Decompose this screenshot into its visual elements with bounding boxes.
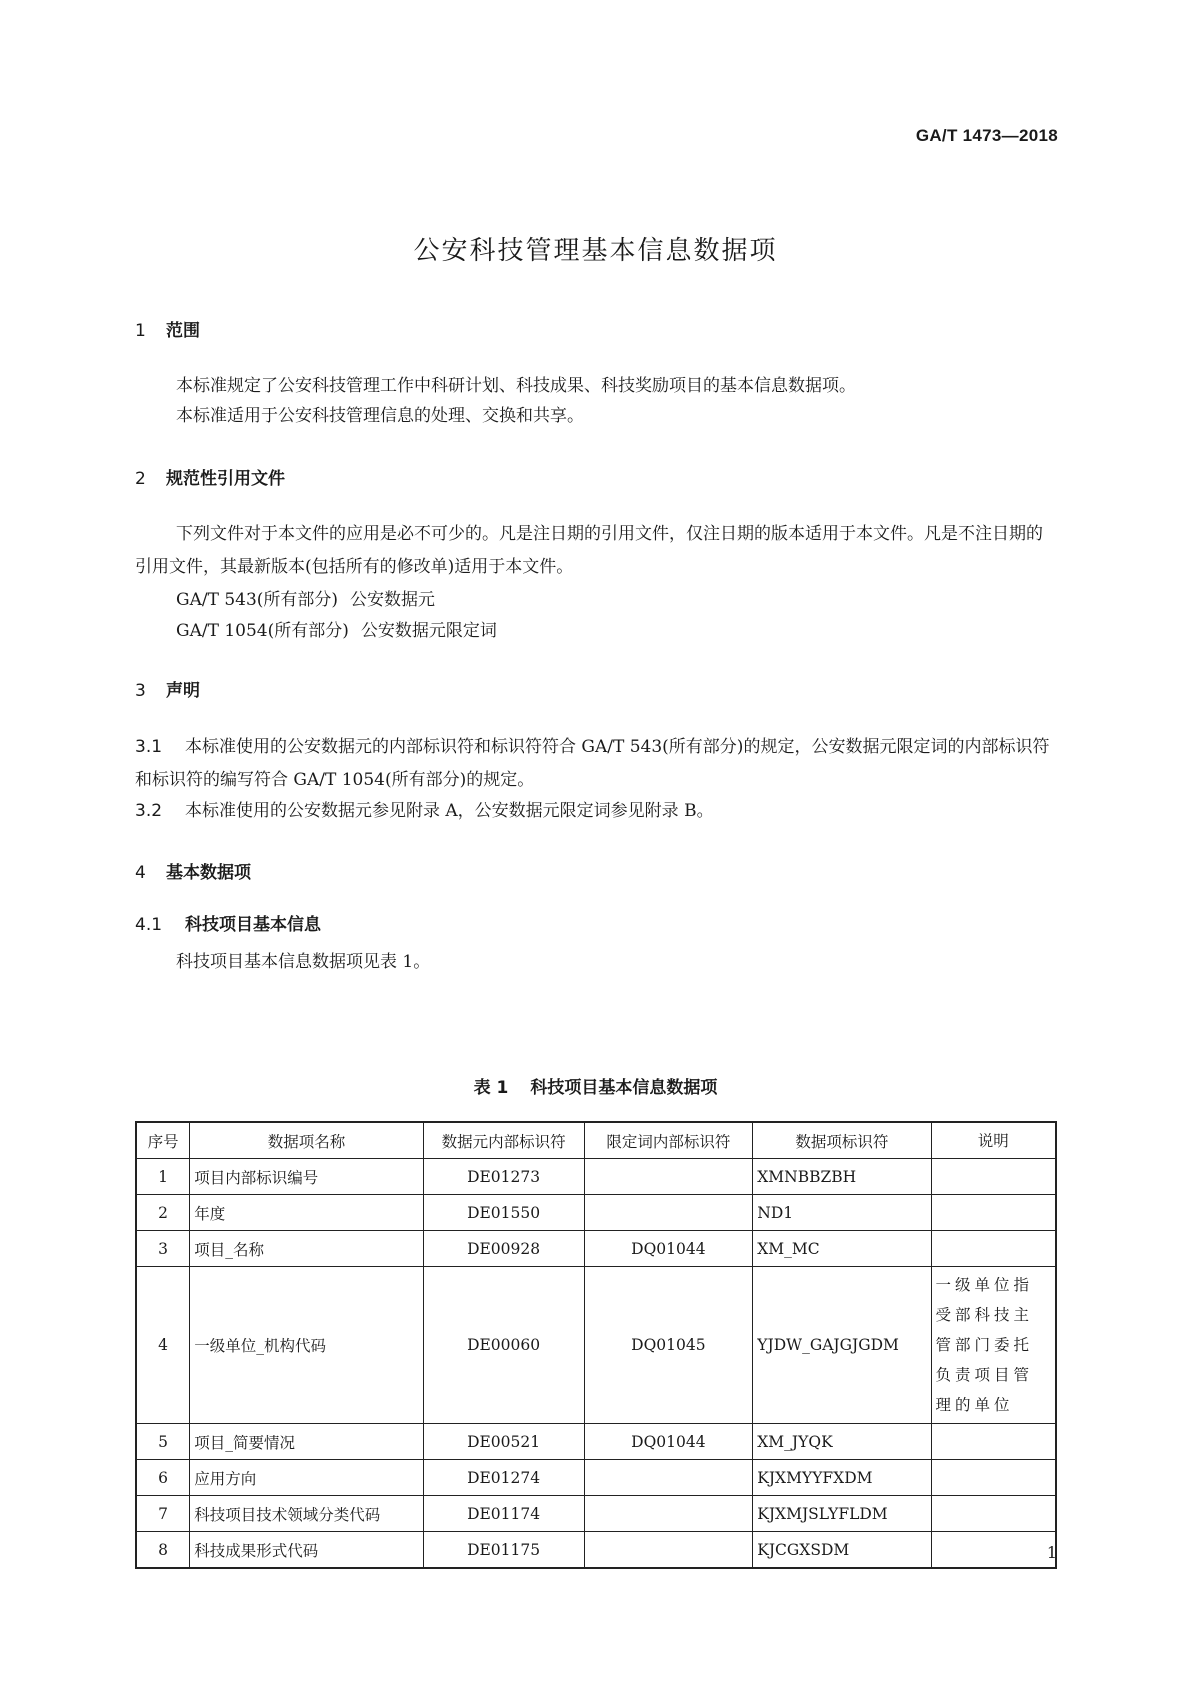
cell-name: 科技项目技术领域分类代码	[190, 1496, 423, 1532]
cell-seq: 4	[136, 1267, 190, 1424]
cell-de-id: DE00521	[423, 1424, 584, 1460]
table-row	[136, 1159, 1056, 1195]
cell-de-id: DE00928	[423, 1231, 584, 1267]
header-cell-name: 数据项名称	[190, 1122, 423, 1159]
standard-code: GA/T 1473—2018	[915, 126, 1058, 145]
subsection-4-1-heading	[135, 910, 321, 935]
table-row	[136, 1267, 1056, 1424]
table-row	[136, 1460, 1056, 1496]
reference-title: 公安数据元	[350, 590, 436, 610]
section-number: 4	[135, 863, 146, 883]
section-title: 声明	[166, 681, 200, 701]
reference-code: GA/T 1054(所有部分)	[176, 621, 349, 641]
paragraph-text: 本标准规定了公安科技管理工作中科研计划、科技成果、科技奖励项目的基本信息数据项。	[176, 376, 856, 396]
clause-number: 3.2	[135, 801, 163, 821]
cell-seq: 2	[136, 1195, 190, 1231]
cell-seq: 1	[136, 1159, 190, 1195]
cell-dq-id	[584, 1195, 753, 1231]
table-caption	[0, 1073, 1191, 1098]
section-number: 1	[135, 321, 146, 341]
cell-item-id: XMNBBZBH	[753, 1159, 931, 1195]
cell-de-id: DE00060	[423, 1267, 584, 1424]
cell-note	[931, 1195, 1056, 1231]
cell-de-id: DE01175	[423, 1532, 584, 1569]
cell-note	[931, 1532, 1056, 1569]
clause-text: 本标准使用的公安数据元的内部标识符和标识符符合 GA/T 543(所有部分)的规定，公安数据元限定词的内部标识符和标识符的编写符合 GA/T 1054(所有部分)的规定。	[135, 737, 1050, 790]
normative-reference-2	[176, 616, 497, 641]
cell-item-id: ND1	[753, 1195, 931, 1231]
normative-reference-1	[176, 585, 435, 610]
section-2-paragraph-1	[135, 518, 1057, 584]
cell-dq-id	[584, 1159, 753, 1195]
cell-name: 一级单位_机构代码	[190, 1267, 423, 1424]
cell-item-id: XM_MC	[753, 1231, 931, 1267]
table-caption-title: 科技项目基本信息数据项	[530, 1078, 718, 1098]
header-cell-note: 说明	[931, 1122, 1056, 1159]
document-title: 公安科技管理基本信息数据项	[413, 236, 778, 266]
cell-note	[931, 1231, 1056, 1267]
section-title: 规范性引用文件	[166, 469, 285, 489]
table-row	[136, 1195, 1056, 1231]
table-row	[136, 1532, 1056, 1569]
cell-dq-id	[584, 1532, 753, 1569]
table-header-row	[136, 1122, 1056, 1159]
cell-name: 科技成果形式代码	[190, 1532, 423, 1569]
cell-seq: 5	[136, 1424, 190, 1460]
cell-dq-id	[584, 1460, 753, 1496]
section-1-paragraph-2	[135, 400, 1057, 433]
reference-code: GA/T 543(所有部分)	[176, 590, 339, 610]
page-number: 1	[1046, 1543, 1057, 1562]
cell-note	[931, 1496, 1056, 1532]
cell-de-id: DE01273	[423, 1159, 584, 1195]
cell-dq-id: DQ01045	[584, 1267, 753, 1424]
section-1-paragraph-1	[135, 370, 1057, 403]
clause-3-1	[135, 731, 1057, 797]
section-title: 基本数据项	[166, 863, 251, 883]
cell-seq: 6	[136, 1460, 190, 1496]
cell-note	[931, 1424, 1056, 1460]
cell-name: 项目内部标识编号	[190, 1159, 423, 1195]
table-caption-number: 表 1	[473, 1078, 509, 1098]
cell-seq: 3	[136, 1231, 190, 1267]
section-number: 3	[135, 681, 146, 701]
section-3-heading	[135, 676, 200, 701]
cell-note	[931, 1159, 1056, 1195]
cell-dq-id: DQ01044	[584, 1231, 753, 1267]
cell-item-id: KJCGXSDM	[753, 1532, 931, 1569]
section-4-heading	[135, 858, 251, 883]
cell-item-id: KJXMYYFXDM	[753, 1460, 931, 1496]
clause-text: 本标准使用的公安数据元参见附录 A，公安数据元限定词参见附录 B。	[185, 801, 714, 821]
cell-item-id: YJDW_GAJGJGDM	[753, 1267, 931, 1424]
table-row	[136, 1231, 1056, 1267]
cell-note: 一级单位指受部科技主管部门委托负责项目管理的单位	[931, 1267, 1056, 1424]
cell-name: 项目_名称	[190, 1231, 423, 1267]
header-cell-seq: 序号	[136, 1122, 190, 1159]
cell-name: 年度	[190, 1195, 423, 1231]
subsection-number: 4.1	[135, 915, 163, 935]
section-4-paragraph-1	[135, 946, 1057, 979]
table-row	[136, 1424, 1056, 1460]
reference-title: 公安数据元限定词	[360, 621, 497, 641]
cell-de-id: DE01174	[423, 1496, 584, 1532]
cell-dq-id	[584, 1496, 753, 1532]
cell-seq: 8	[136, 1532, 190, 1569]
cell-seq: 7	[136, 1496, 190, 1532]
data-items-table	[135, 1121, 1057, 1569]
section-2-heading	[135, 464, 285, 489]
cell-de-id: DE01274	[423, 1460, 584, 1496]
clause-number: 3.1	[135, 737, 163, 757]
cell-item-id: XM_JYQK	[753, 1424, 931, 1460]
section-1-heading	[135, 316, 200, 341]
paragraph-text: 下列文件对于本文件的应用是必不可少的。凡是注日期的引用文件，仅注日期的版本适用于本文件。凡是不注日期的引用文件，其最新版本(包括所有的修改单)适用于本文件。	[135, 524, 1043, 577]
header-cell-dq-id: 限定词内部标识符	[584, 1122, 753, 1159]
cell-name: 应用方向	[190, 1460, 423, 1496]
header-cell-de-id: 数据元内部标识符	[423, 1122, 584, 1159]
paragraph-text: 本标准适用于公安科技管理信息的处理、交换和共享。	[176, 406, 584, 426]
cell-note	[931, 1460, 1056, 1496]
cell-name: 项目_简要情况	[190, 1424, 423, 1460]
clause-3-2	[135, 795, 1057, 828]
cell-dq-id: DQ01044	[584, 1424, 753, 1460]
table-row	[136, 1496, 1056, 1532]
header-cell-item-id: 数据项标识符	[753, 1122, 931, 1159]
section-title: 范围	[166, 321, 200, 341]
cell-item-id: KJXMJSLYFLDM	[753, 1496, 931, 1532]
cell-de-id: DE01550	[423, 1195, 584, 1231]
subsection-title: 科技项目基本信息	[185, 915, 321, 935]
paragraph-text: 科技项目基本信息数据项见表 1。	[176, 952, 431, 972]
section-number: 2	[135, 469, 146, 489]
